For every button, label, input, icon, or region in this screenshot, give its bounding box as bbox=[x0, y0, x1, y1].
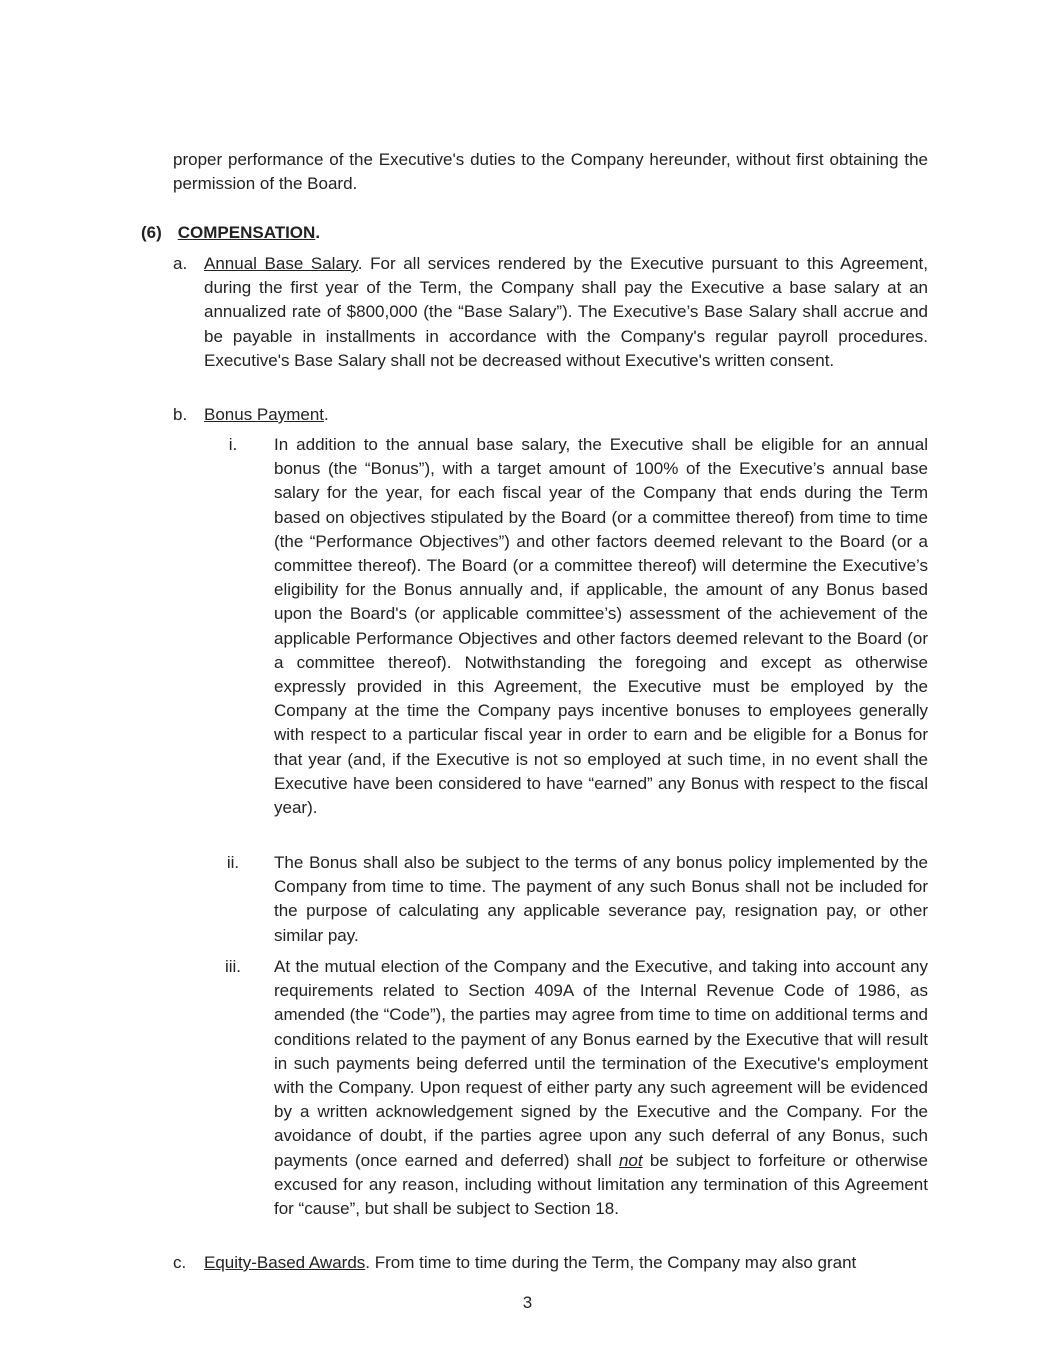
intro-text: proper performance of the Executive's duties to the Company hereunder, without first obtaining the permission of the Board. bbox=[173, 150, 928, 194]
subitem-ii-text: The Bonus shall also be subject to the terms of any bonus policy implemented by the Company from time to time. The payment of any such Bonus shall not be included for the purpose of calculating any applicable severance pay, resignation pay, or other similar pay. bbox=[274, 853, 928, 945]
subitem-iii-emphasis: not bbox=[618, 1150, 643, 1170]
subitem-i-text: In addition to the annual base salary, the Executive shall be eligible for an annual bonus (the “Bonus”), with a target amount of 100% of the Executive’s annual base salary for the year, for each fiscal year of the Company that ends during the Term based on objectives stipulated by the Board (or a committee thereof) from time to time (the “Performance Objectives”) and other factors deemed relevant to the Board (or a committee thereof). The Board (or a committee thereof) will determine the Executive’s eligibility for the Bonus annually and, if applicable, the amount of any Bonus based upon the Board's (or applicable committee’s) assessment of the achievement of the applicable Performance Objectives and other factors deemed relevant to the Board (or a committee thereof). Notwithstanding the foregoing and except as otherwise expressly provided in this Agreement, the Executive must be employed by the Company at the time the Company pays incentive bonuses to employees generally with respect to a particular fiscal year in order to earn and be eligible for a Bonus for that year (and, if the Executive is not so employed at such time, in no event shall the Executive have been considered to have “earned” any Bonus with respect to the fiscal year). bbox=[274, 435, 928, 818]
subitem-b-ii bbox=[218, 851, 928, 948]
item-b-marker: b. bbox=[173, 405, 188, 424]
item-a-annual-base-salary bbox=[173, 252, 928, 373]
subitem-ii-body bbox=[274, 851, 928, 948]
subitem-iii-marker: iii. bbox=[224, 957, 242, 976]
subitem-b-i bbox=[218, 433, 928, 820]
item-b-body bbox=[204, 403, 928, 427]
item-a-text: . For all services rendered by the Executive pursuant to this Agreement, during the first year of the Term, the Company shall pay the Executive a base salary at an annualized rate of $800,000 (the “Base Salary”). The Executive’s Base Salary shall accrue and be payable in installments in accordance with the Company's regular payroll procedures. Executive's Base Salary shall not be decreased without Executive's written consent. bbox=[204, 254, 928, 370]
item-a-heading: Annual Base Salary bbox=[204, 254, 358, 273]
item-a-marker: a. bbox=[173, 254, 188, 273]
section-title-punct: . bbox=[315, 223, 321, 242]
subitem-ii-marker: ii. bbox=[226, 853, 240, 872]
item-c-marker: c. bbox=[173, 1253, 187, 1272]
section-number: (6) bbox=[141, 223, 162, 242]
intro-paragraph bbox=[173, 148, 928, 196]
item-c-text: . From time to time during the Term, the Company may also grant bbox=[365, 1253, 857, 1272]
item-c-equity-based-awards bbox=[173, 1251, 928, 1275]
subitem-i-body bbox=[274, 433, 928, 820]
subitem-b-iii bbox=[218, 955, 928, 1221]
subitem-iii-text-before: At the mutual election of the Company and the Executive, and taking into account any requirements related to Section 409A of the Internal Revenue Code of 1986, as amended (the “Code”), the parties may agree from time to time on additional terms and conditions related to the payment of any Bonus earned by the Executive that will result in such payments being deferred until the termination of the Executive's employment with the Company. Upon request of either party any such agreement will be evidenced by a written acknowledgement signed by the Executive and the Company. For the avoidance of doubt, if the parties agree upon any such deferral of any Bonus, such payments (once earned and deferred) shall bbox=[274, 957, 928, 1170]
page-number: 3 bbox=[522, 1293, 533, 1312]
item-c-body bbox=[204, 1251, 928, 1275]
section-heading bbox=[141, 221, 320, 245]
item-b-text: . bbox=[324, 405, 329, 424]
item-a-body bbox=[204, 252, 928, 373]
item-b-heading: Bonus Payment bbox=[204, 405, 325, 424]
subitem-i-marker: i. bbox=[228, 435, 238, 454]
subitem-iii-body bbox=[274, 955, 928, 1221]
section-title: COMPENSATION bbox=[177, 223, 316, 242]
subitem-iii-text-after: be subject to forfeiture or otherwise excused for any reason, including without limitation any termination of this Agreement for “cause”, but shall be subject to Section 18. bbox=[274, 1150, 929, 1219]
item-c-heading: Equity-Based Awards bbox=[204, 1253, 366, 1272]
item-b-bonus-payment bbox=[173, 403, 928, 427]
